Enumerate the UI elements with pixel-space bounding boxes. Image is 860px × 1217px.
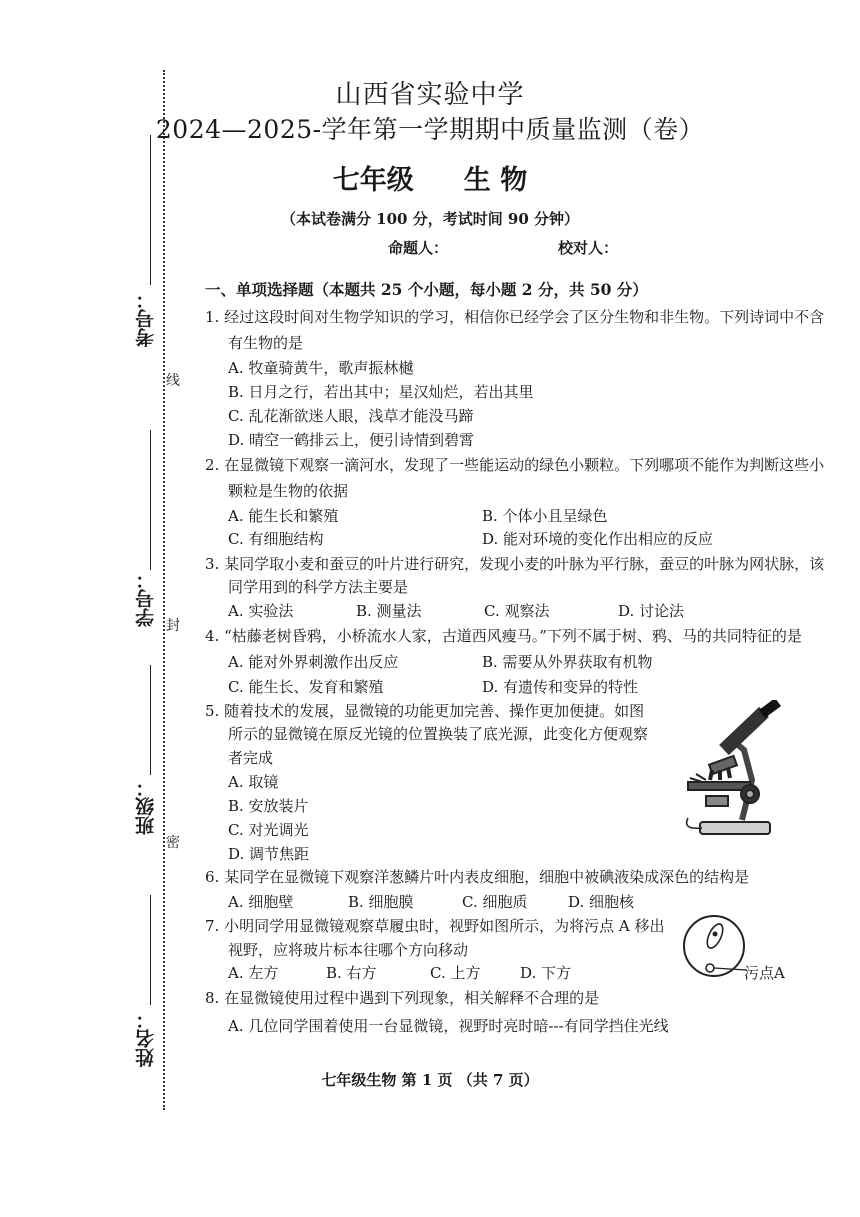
q3-option-b: B. 测量法 xyxy=(356,602,422,620)
q2-option-d: D. 能对环境的变化作出相应的反应 xyxy=(482,530,714,548)
q5-option-b: B. 安放装片 xyxy=(228,797,309,815)
q7-option-d: D. 下方 xyxy=(520,964,572,982)
stain-a-label: 污点A xyxy=(744,964,785,982)
q7-stem-line2: 视野，应将玻片标本往哪个方向移动 xyxy=(228,941,469,959)
q7-option-c: C. 上方 xyxy=(430,964,481,982)
q2-option-c: C. 有细胞结构 xyxy=(228,530,324,548)
q6-stem-line1: 6. 某同学在显微镜下观察洋葱鳞片叶内表皮细胞，细胞中被碘液染成深色的结构是 xyxy=(205,868,750,886)
section-title: 一、单项选择题（本题共 25 个小题，每小题 2 分，共 50 分） xyxy=(205,280,648,299)
q5-option-d: D. 调节焦距 xyxy=(228,845,310,863)
q1-option-b: B. 日月之行，若出其中；星汉灿烂，若出其里 xyxy=(228,383,534,401)
q3-option-c: C. 观察法 xyxy=(484,602,550,620)
field-of-view-icon xyxy=(682,912,748,982)
q4-option-a: A. 能对外界刺激作出反应 xyxy=(228,653,399,671)
grade-text: 七年级 xyxy=(332,165,414,196)
subject-text: 生 物 xyxy=(463,165,528,196)
q1-option-a: A. 牧童骑黄牛，歌声振林樾 xyxy=(228,359,414,377)
microscope-icon xyxy=(672,700,792,842)
q5-option-a: A. 取镜 xyxy=(228,773,279,791)
setter-checker xyxy=(388,237,618,258)
student-no-label: 学号： xyxy=(135,570,157,627)
q6-option-d: D. 细胞核 xyxy=(568,893,635,911)
exam-title: 2024—2025-学年第一学期期中质量监测（卷） xyxy=(155,115,705,144)
q7-stem-line1: 7. 小明同学用显微镜观察草履虫时，视野如图所示，为将污点 A 移出 xyxy=(205,917,665,935)
setter-label: 命题人： xyxy=(388,239,449,257)
q3-option-a: A. 实验法 xyxy=(228,602,294,620)
q8-stem-line1: 8. 在显微镜使用过程中遇到下列现象，相关解释不合理的是 xyxy=(205,989,600,1007)
q3-stem-line2: 同学用到的科学方法主要是 xyxy=(228,578,409,596)
name-line xyxy=(150,895,151,1005)
q2-option-b: B. 个体小且呈绿色 xyxy=(482,507,608,525)
q5-stem-line1: 5. 随着技术的发展，显微镜的功能更加完善、操作更加便捷。如图 xyxy=(205,702,645,720)
binding-mark-seal: 封 xyxy=(166,618,180,634)
q5-stem-line3: 者完成 xyxy=(228,749,274,767)
q3-option-d: D. 讨论法 xyxy=(618,602,685,620)
q1-option-c: C. 乱花渐欲迷人眼，浅草才能没马蹄 xyxy=(228,407,474,425)
q2-stem-line2: 颗粒是生物的依据 xyxy=(228,482,349,500)
q4-option-b: B. 需要从外界获取有机物 xyxy=(482,653,653,671)
binding-mark-close: 密 xyxy=(166,835,180,851)
student-no-line xyxy=(150,430,151,570)
q7-option-a: A. 左方 xyxy=(228,964,279,982)
q6-option-a: A. 细胞壁 xyxy=(228,893,294,911)
q4-option-d: D. 有遗传和变异的特性 xyxy=(482,678,639,696)
q6-option-c: C. 细胞质 xyxy=(462,893,528,911)
q1-stem-line2: 有生物的是 xyxy=(228,334,304,352)
exam-note: （本试卷满分 100 分，考试时间 90 分钟） xyxy=(280,210,580,228)
school-title: 山西省实验中学 xyxy=(335,80,525,110)
q1-option-d: D. 晴空一鹤排云上，便引诗情到碧霄 xyxy=(228,431,475,449)
q8-option-a: A. 几位同学围着使用一台显微镜，视野时亮时暗---有同学挡住光线 xyxy=(228,1017,669,1035)
class-line xyxy=(150,665,151,775)
q2-option-a: A. 能生长和繁殖 xyxy=(228,507,339,525)
q7-option-b: B. 右方 xyxy=(326,964,377,982)
grade-subject-title xyxy=(0,158,860,197)
q4-option-c: C. 能生长、发育和繁殖 xyxy=(228,678,384,696)
q4-stem-line1: 4. “枯藤老树昏鸦，小桥流水人家，古道西风瘦马。”下列不属于树、鸦、马的共同特征的是 xyxy=(205,627,802,645)
class-label: 班级： xyxy=(135,778,157,835)
page-footer: 七年级生物 第 1 页 （共 7 页） xyxy=(321,1071,539,1089)
q5-stem-line2: 所示的显微镜在原反光镜的位置换装了底光源，此变化方便观察 xyxy=(228,725,649,743)
q2-stem-line1: 2. 在显微镜下观察一滴河水，发现了一些能运动的绿色小颗粒。下列哪项不能作为判断这些小 xyxy=(205,456,825,474)
q5-option-c: C. 对光调光 xyxy=(228,821,309,839)
binding-mark-line: 线 xyxy=(166,373,180,389)
name-label: 姓名： xyxy=(135,1010,157,1067)
q6-option-b: B. 细胞膜 xyxy=(348,893,414,911)
exam-no-label: 考号： xyxy=(135,290,157,347)
field-of-view-figure xyxy=(682,912,748,986)
microscope-figure xyxy=(672,700,792,846)
q3-stem-line1: 3. 某同学取小麦和蚕豆的叶片进行研究，发现小麦的叶脉为平行脉，蚕豆的叶脉为网状脉，该 xyxy=(205,555,825,573)
checker-label: 校对人： xyxy=(558,239,619,257)
q1-stem-line1: 1. 经过这段时间对生物学知识的学习，相信你已经学会了区分生物和非生物。下列诗词中不含 xyxy=(205,308,825,326)
